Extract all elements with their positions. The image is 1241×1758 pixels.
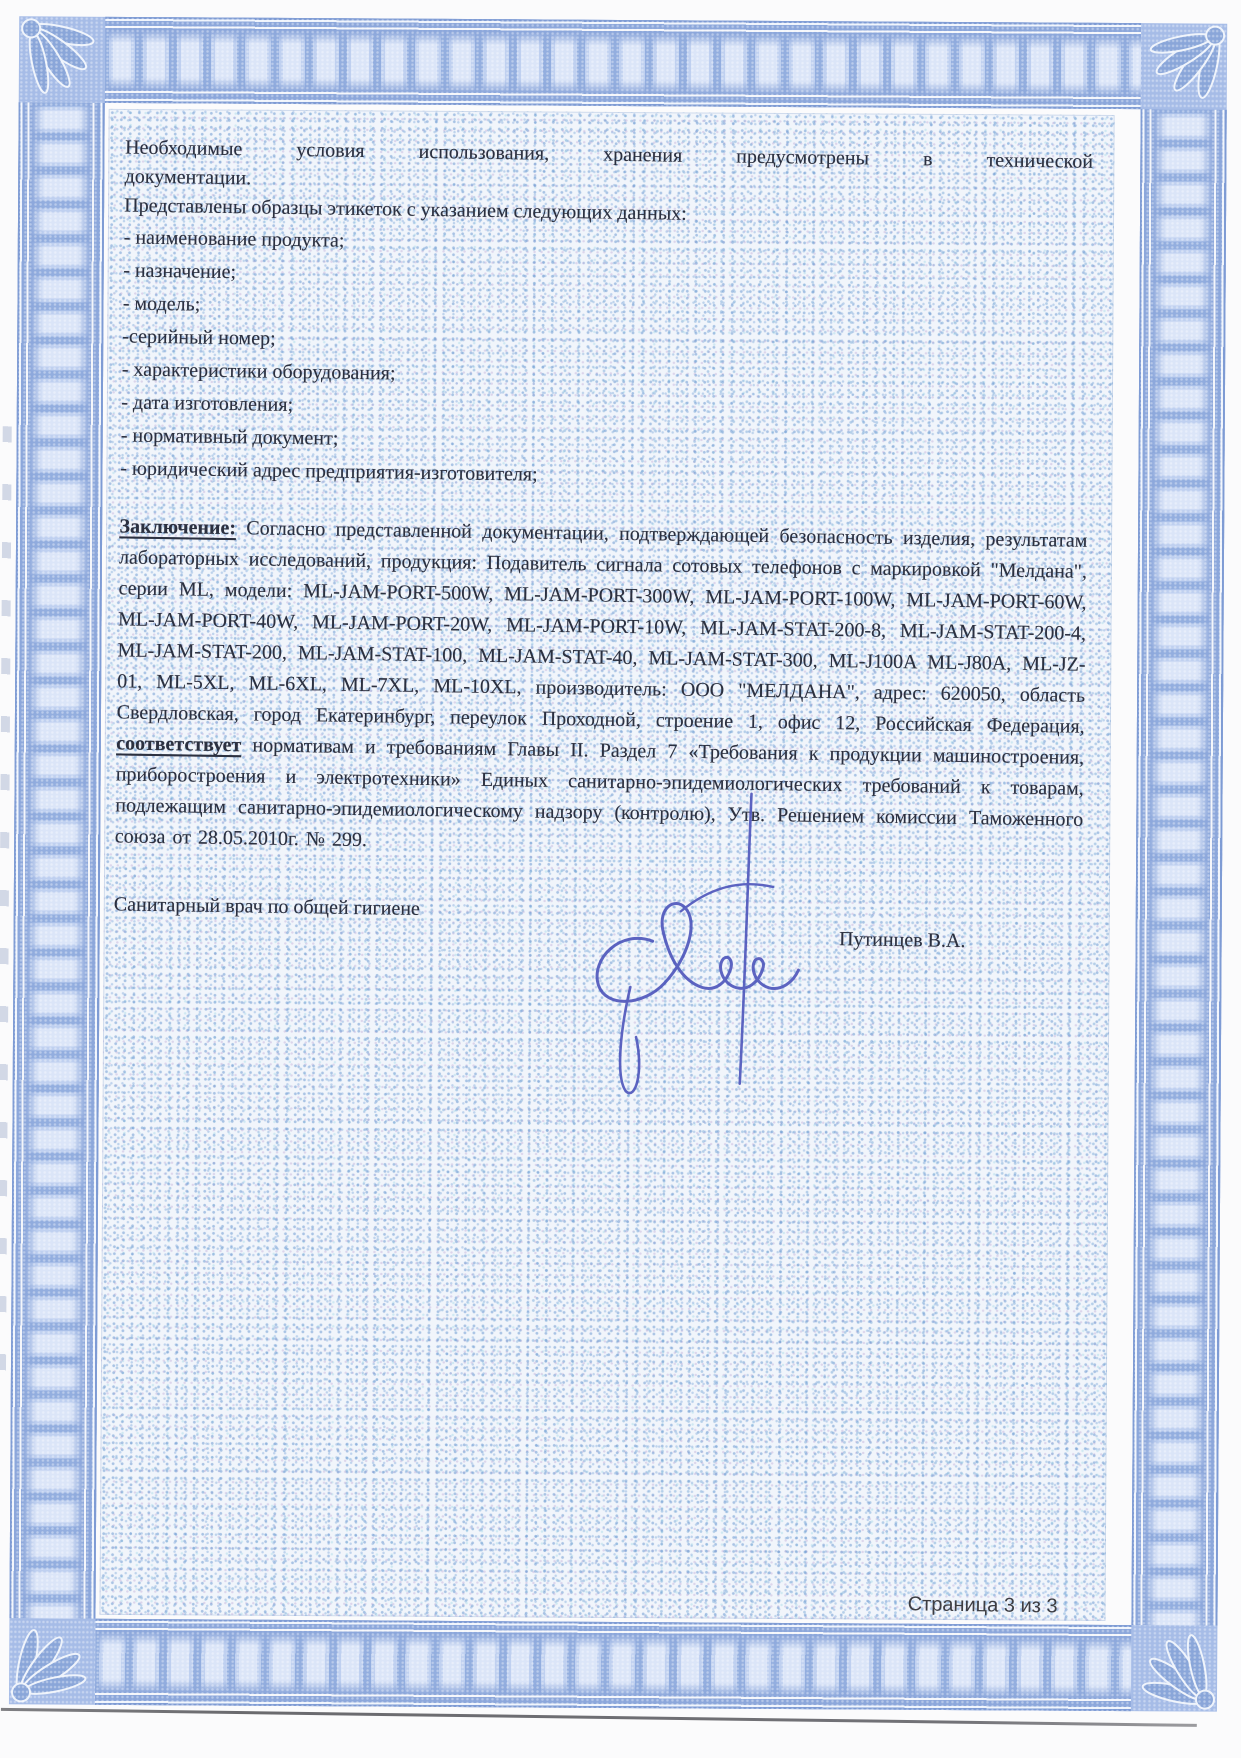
list-item: - дата изготовления; bbox=[121, 391, 294, 416]
list-item: -серийный номер; bbox=[122, 325, 276, 350]
conclusion-text-part2: нормативам и требованиям Главы II. Раздел 7 «Требования к продукции машиностроения, приборостроения и электротехники» Единых санитарно-эпидемиологических требований к товарам, подлежащим санитарно-эпидемиологическому надзору (контролю), Утв. Решением комиссии Таможенного союза от 28.05.2010г. № 299. bbox=[114, 734, 1085, 852]
document-body bbox=[87, 107, 1113, 1626]
list-item: - нормативный документ; bbox=[120, 424, 339, 450]
conclusion-emphasis: соответствует bbox=[116, 732, 242, 757]
list-item: - модель; bbox=[122, 292, 201, 316]
border-band-right bbox=[1131, 109, 1226, 1625]
conclusion-label: Заключение: bbox=[119, 515, 237, 540]
label-data-list bbox=[120, 221, 1092, 499]
list-item: - характеристики оборудования; bbox=[121, 358, 396, 385]
signature-row bbox=[112, 878, 1082, 1012]
corner-ornament-icon bbox=[1141, 23, 1228, 110]
document-paper bbox=[99, 109, 1114, 1621]
page-number: Страница 3 из 3 bbox=[907, 1593, 1058, 1618]
border-band-top bbox=[105, 17, 1142, 109]
paragraph-usage-conditions: Необходимые условия использования, хранения предусмотрены в технической документации. bbox=[124, 136, 1094, 190]
signer-name: Путинцев В.А. bbox=[838, 928, 966, 953]
conclusion-text-part1: Согласно представленной документации, подтверждающей безопасность изделия, результатам лабораторных исследований, продукция: Подавитель сигнала сотовых телефонов с маркировкой "Мелдана", серии ML, модели: ML-JAM-PORT-500W, ML-JAM-PORT-300W, ML-JAM-PORT-100W, ML-JAM-PORT-60W, ML-JAM-PORT-40W, ML-JAM-PORT-20W, ML-JAM-PORT-10W, ML-JAM-STAT-200-8, ML-JAM-STAT-200-4, ML-JAM-STAT-200, ML-JAM-STAT-100, ML-JAM-STAT-40, ML-JAM-STAT-300, ML-J100A ML-J80A, ML-JZ-01, ML-5XL, ML-6XL, ML-7XL, ML-10XL, производитель: ООО "МЕЛДАНА", адрес: 620050, область Свердловская, город Екатеринбург, переулок Проходной, строение 1, офис 12, Российская Федерация, bbox=[116, 517, 1088, 738]
border-band-bottom bbox=[95, 1619, 1132, 1711]
list-item: - наименование продукта; bbox=[123, 226, 345, 252]
conclusion-paragraph bbox=[115, 511, 1088, 866]
list-item: - назначение; bbox=[123, 259, 237, 284]
corner-ornament-icon bbox=[1131, 1625, 1218, 1712]
page-bottom-edge-shadow bbox=[1, 1708, 1197, 1727]
signer-role-label: Санитарный врач по общей гигиене bbox=[113, 893, 421, 920]
corner-ornament-icon bbox=[19, 16, 106, 103]
paragraph-label-samples: Представлены образцы этикеток с указанием следующих данных: bbox=[124, 194, 687, 225]
list-item: - юридический адрес предприятия-изготовителя; bbox=[120, 457, 538, 486]
scanner-edge-artifacts bbox=[0, 426, 12, 1406]
corner-ornament-icon bbox=[9, 1618, 96, 1705]
